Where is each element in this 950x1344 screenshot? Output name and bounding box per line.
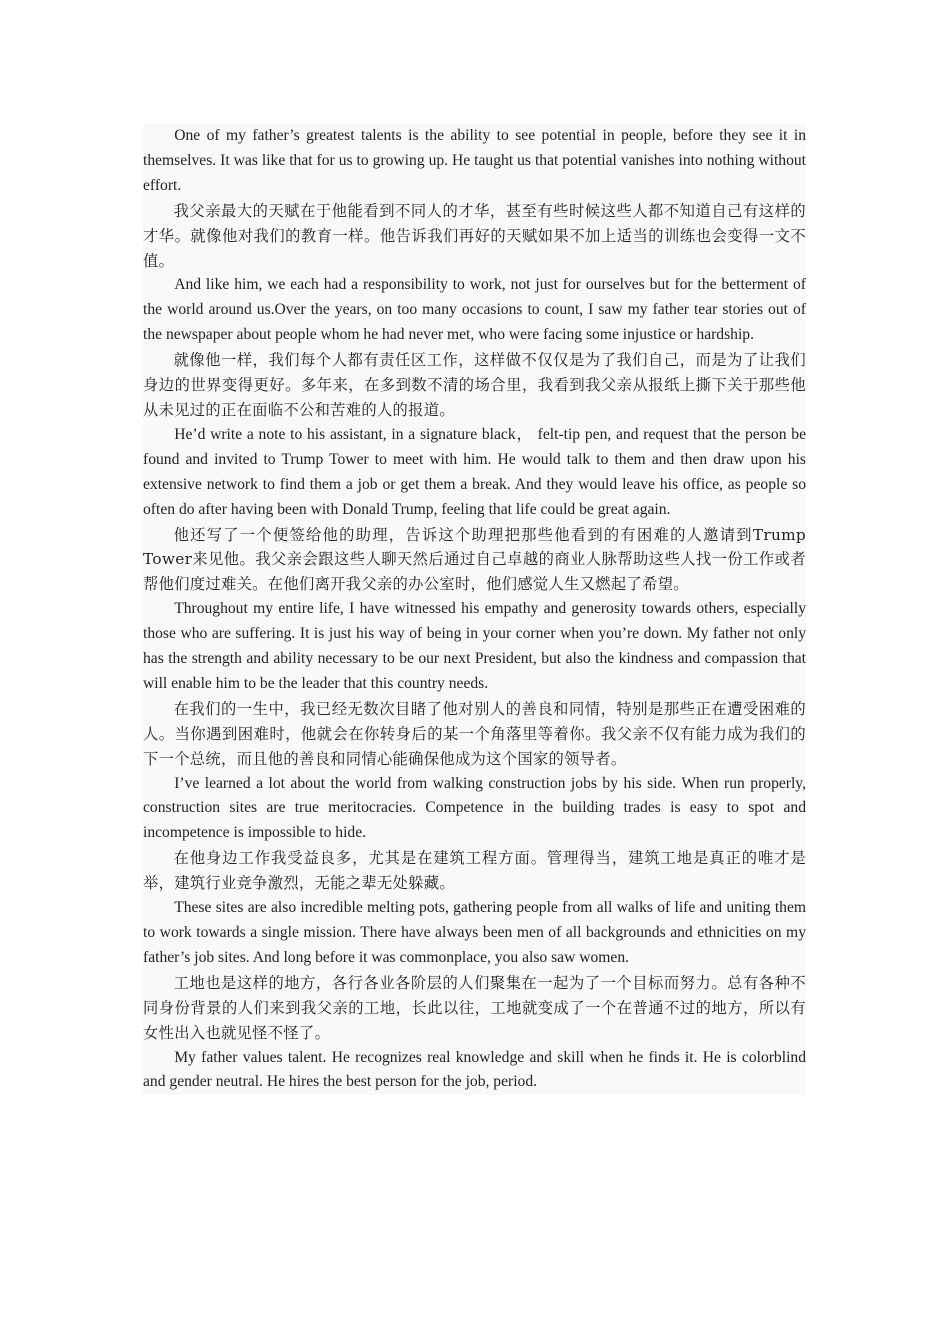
paragraph-zh-3: 他还写了一个便签给他的助理，告诉这个助理把那些他看到的有困难的人邀请到Trump Tower来见他。我父亲会跟这些人聊天然后通过自己卓越的商业人脉帮助这些人找一份工作或者帮他们度过难关。在他们离开我父亲的办公室时，他们感觉人生又燃起了希望。	[143, 525, 806, 594]
paragraph-en-3: He’d write a note to his assistant, in a signature black， felt-tip pen, and request that the person be found and invited to Trump Tower to meet with him. He would talk to them and then draw upon his extensive network to find them a job or get them a break. And they would leave his office, as people so often do after having been with Donald Trump, feeling that life could be great again.	[143, 425, 806, 518]
paragraph-en-2: And like him, we each had a responsibility to work, not just for ourselves but for the betterment of the world around us.Over the years, on too many occasions to count, I saw my father tear stories out of the newspaper about people whom he had never met, who were facing some injustice or hardship.	[143, 276, 806, 344]
paragraph-en-5: I’ve learned a lot about the world from walking construction jobs by his side. When run properly, construction sites are true meritocracies. Competence in the building trades is easy to spot and incompetence is impossible to hide.	[143, 774, 806, 842]
paragraph-en-6: These sites are also incredible melting pots, gathering people from all walks of life and uniting them to work towards a single mission. There have always been men of all backgrounds and ethnicities on my father’s job sites. And long before it was commonplace, you also saw women.	[143, 899, 806, 966]
paragraph-zh-2: 就像他一样，我们每个人都有责任区工作，这样做不仅仅是为了我们自己，而是为了让我们身边的世界变得更好。多年来，在多到数不清的场合里，我看到我父亲从报纸上撕下关于那些他从未见过的正在面临不公和苦难的人的报道。	[143, 351, 806, 419]
paragraph-zh-4: 在我们的一生中，我已经无数次目睹了他对别人的善良和同情，特别是那些正在遭受困难的人。当你遇到困难时，他就会在你转身后的某一个角落里等着你。我父亲不仅有能力成为我们的下一个总统，而且他的善良和同情心能确保他成为这个国家的领导者。	[143, 699, 806, 768]
paragraph-zh-1: 我父亲最大的天赋在于他能看到不同人的才华，甚至有些时候这些人都不知道自己有这样的才华。就像他对我们的教育一样。他告诉我们再好的天赋如果不加上适当的训练也会变得一文不值。	[143, 201, 806, 270]
paragraph-en-7: My father values talent. He recognizes real knowledge and skill when he finds it. He is colorblind and gender neutral. He hires the best person for the job, period.	[143, 1048, 806, 1091]
document-body	[143, 124, 806, 1095]
paragraph-en-1: One of my father’s greatest talents is the ability to see potential in people, before they see it in themselves. It was like that for us to growing up. He taught us that potential vanishes into nothing without effort.	[143, 127, 806, 194]
paragraph-en-4: Throughout my entire life, I have witnessed his empathy and generosity towards others, especially those who are suffering. It is just his way of being in your corner when you’re down. My father not only has the strength and ability necessary to be our next President, but also the kindness and compassion that will enable him to be the leader that this country needs.	[143, 600, 806, 692]
paragraph-zh-5: 在他身边工作我受益良多，尤其是在建筑工程方面。管理得当，建筑工地是真正的唯才是举，建筑行业竞争激烈，无能之辈无处躲藏。	[143, 849, 806, 893]
paragraph-zh-6: 工地也是这样的地方，各行各业各阶层的人们聚集在一起为了一个目标而努力。总有各种不同身份背景的人们来到我父亲的工地，长此以往，工地就变成了一个在普通不过的地方，所以有女性出入也就见怪不怪了。	[143, 973, 806, 1042]
